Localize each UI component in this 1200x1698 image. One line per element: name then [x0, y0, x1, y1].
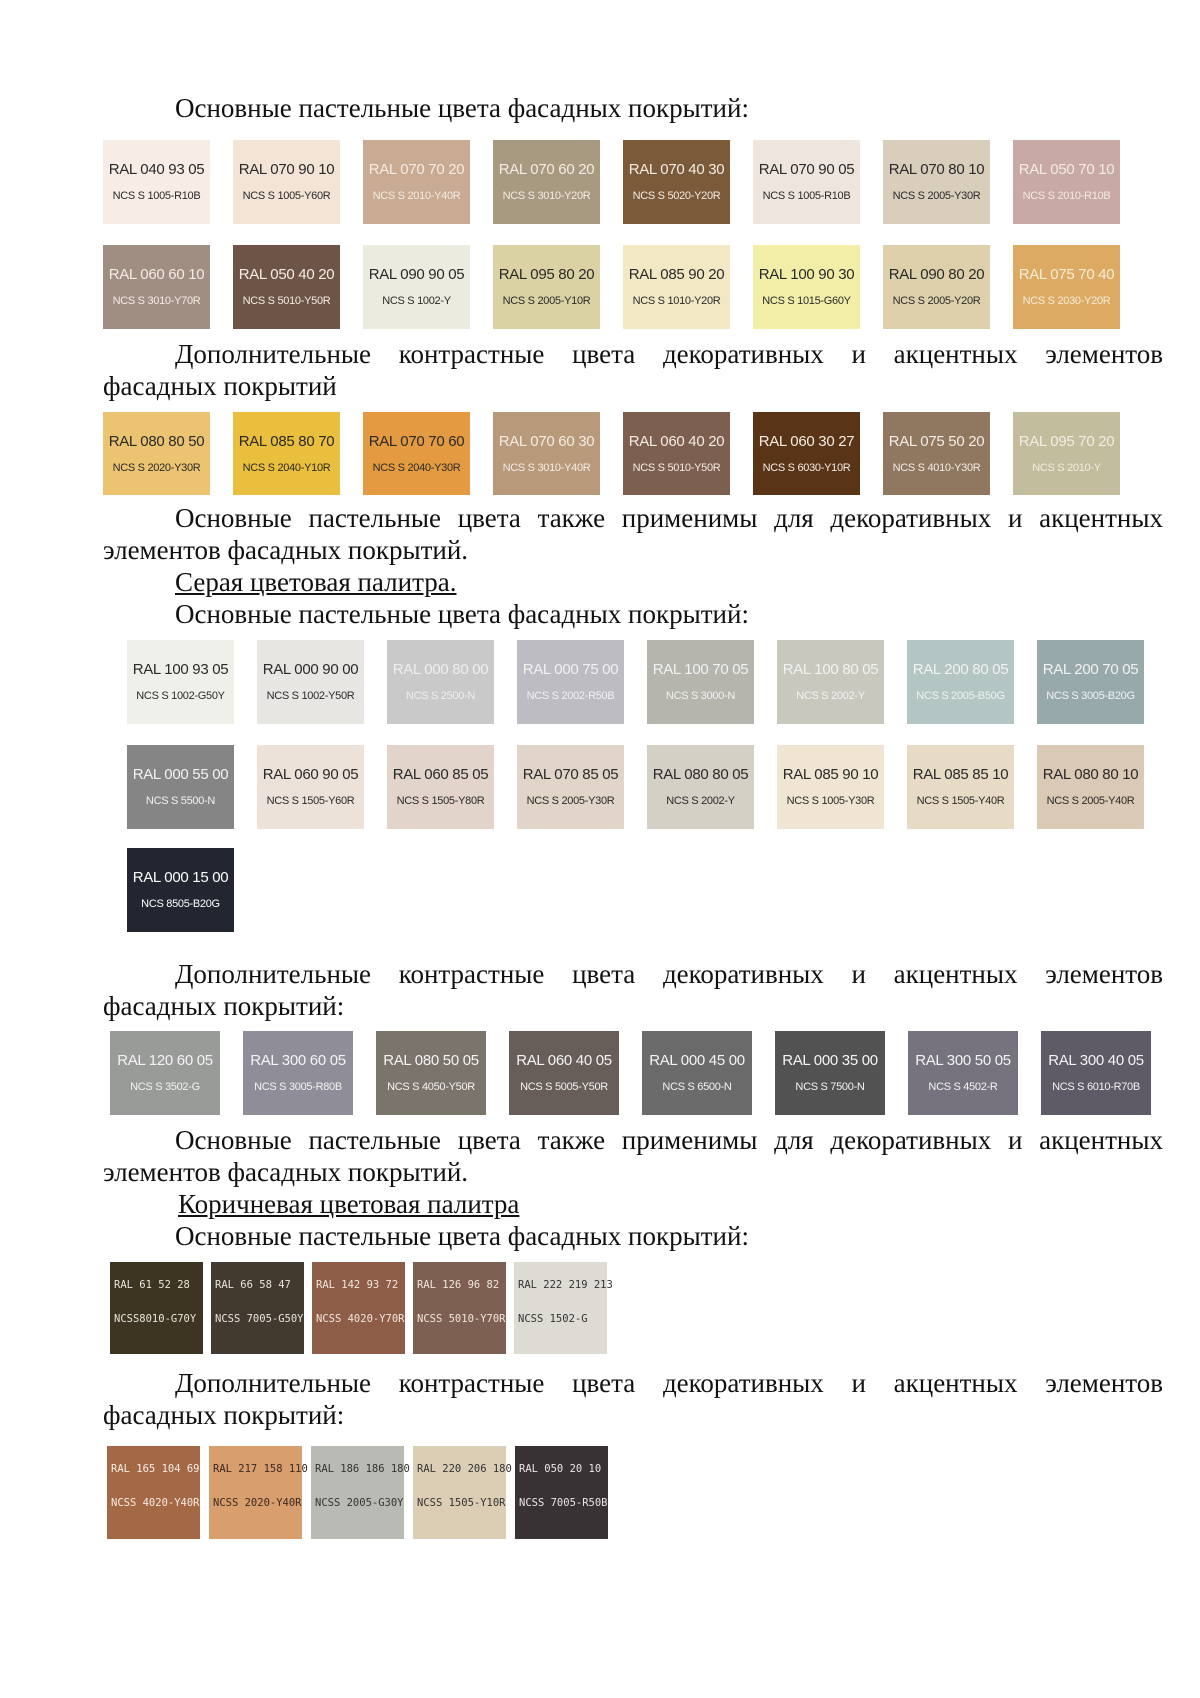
color-swatch — [363, 140, 470, 224]
swatch-ral-code: RAL 070 85 05 — [522, 766, 619, 783]
color-swatch — [642, 1031, 752, 1115]
swatch-ncs-code: NCS S 1002-Y — [382, 295, 451, 307]
swatch-ncs-code: NCSS 5010-Y70R — [417, 1313, 506, 1325]
swatch-ral-code: RAL 080 80 50 — [108, 432, 205, 450]
color-swatch — [515, 1446, 608, 1539]
swatch-ral-code: RAL 050 70 10 — [1018, 161, 1115, 178]
swatch-ral-code: RAL 085 80 70 — [238, 432, 335, 450]
color-swatch — [908, 1031, 1018, 1115]
swatch-ral-code: RAL 060 40 20 — [628, 432, 725, 450]
color-swatch — [1013, 140, 1120, 224]
color-swatch — [493, 412, 600, 495]
swatch-ncs-code: NCS S 2005-Y40R — [1046, 795, 1135, 807]
color-swatch — [883, 245, 990, 329]
swatch-ral-code: RAL 300 50 05 — [915, 1052, 1011, 1069]
swatch-ral-code: RAL 060 30 27 — [758, 432, 855, 450]
color-swatch — [517, 640, 624, 724]
paragraph-gray-pastel: Основные пастельные цвета фасадных покрытий: — [175, 599, 749, 629]
color-swatch — [233, 245, 340, 329]
color-swatch — [103, 412, 210, 495]
swatch-ncs-code: NCS 8505-B20G — [141, 898, 220, 910]
swatch-ral-code: RAL 080 80 10 — [1042, 766, 1139, 783]
paragraph-gray-contrast-line1: Дополнительные контрастные цвета декоративных и акцентных элементов — [175, 959, 1163, 989]
color-swatch — [363, 245, 470, 329]
swatch-ncs-code: NCS S 6010-R70B — [1052, 1081, 1140, 1093]
paragraph-also-line2: элементов фасадных покрытий. — [103, 535, 469, 565]
swatch-ncs-code: NCS S 1002-Y50R — [266, 690, 355, 702]
swatch-ral-code: RAL 000 55 00 — [132, 766, 229, 783]
swatch-ncs-code: NCS S 1505-Y60R — [266, 795, 355, 807]
swatch-ral-code: RAL 300 40 05 — [1048, 1052, 1144, 1069]
swatch-ral-code: RAL 050 40 20 — [238, 266, 335, 283]
swatch-ral-code: RAL 095 70 20 — [1018, 432, 1115, 450]
swatch-row-3 — [103, 412, 1120, 495]
color-swatch — [514, 1262, 613, 1354]
swatch-ral-code: RAL 090 80 20 — [888, 266, 985, 283]
swatch-ncs-code: NCS S 2020-Y30R — [112, 461, 201, 474]
swatch-ncs-code: NCS S 1005-Y60R — [242, 190, 331, 202]
swatch-ral-code: RAL 100 90 30 — [758, 266, 855, 283]
color-swatch — [127, 640, 234, 724]
color-swatch — [110, 1031, 220, 1115]
color-swatch — [883, 140, 990, 224]
swatch-ncs-code: NCS S 1005-Y30R — [786, 795, 875, 807]
swatch-ncs-code: NCSS 4020-Y40R — [111, 1497, 200, 1509]
swatch-ral-code: RAL 060 85 05 — [392, 766, 489, 783]
swatch-ral-code: RAL 070 90 10 — [238, 161, 335, 178]
swatch-ncs-code: NCS S 2030-Y20R — [1022, 295, 1111, 307]
color-swatch — [209, 1446, 308, 1539]
swatch-ral-code: RAL 100 93 05 — [132, 661, 229, 678]
swatch-ncs-code: NCS S 5020-Y20R — [632, 190, 721, 202]
color-swatch — [387, 640, 494, 724]
color-swatch — [233, 412, 340, 495]
swatch-ncs-code: NCS S 2002-Y — [666, 795, 735, 807]
swatch-ral-code: RAL 300 60 05 — [250, 1052, 346, 1069]
swatch-ncs-code: NCSS8010-G70Y — [114, 1313, 197, 1325]
swatch-ral-code: RAL 000 35 00 — [782, 1052, 878, 1069]
swatch-ral-code: RAL 186 186 180 — [315, 1463, 410, 1475]
swatch-ral-code: RAL 060 60 10 — [108, 266, 205, 283]
swatch-ncs-code: NCS S 6500-N — [662, 1081, 732, 1093]
swatch-ral-code: RAL 100 70 05 — [652, 661, 749, 678]
color-swatch — [509, 1031, 619, 1115]
swatch-ncs-code: NCS S 3005-R80B — [254, 1081, 342, 1093]
swatch-ral-code: RAL 060 40 05 — [516, 1052, 612, 1069]
swatch-ncs-code: NCS S 3000-N — [665, 690, 736, 702]
swatch-ncs-code: NCS S 5500-N — [145, 795, 216, 807]
paragraph-gray-also-line1: Основные пастельные цвета также применимы для декоративных и акцентных — [175, 1125, 1163, 1155]
paragraph-contrast-line2: фасадных покрытий — [103, 371, 337, 401]
swatch-ncs-code: NCSS 4020-Y70R — [316, 1313, 405, 1325]
color-swatch — [257, 640, 364, 724]
swatch-ncs-code: NCS S 2010-Y — [1032, 461, 1101, 474]
color-swatch — [127, 745, 234, 829]
swatch-row-4 — [127, 640, 1144, 724]
swatch-ncs-code: NCS S 5010-Y50R — [242, 295, 331, 307]
color-swatch — [376, 1031, 486, 1115]
swatch-ncs-code: NCS S 3010-Y70R — [112, 295, 201, 307]
paragraph-gray-also-line2: элементов фасадных покрытий. — [103, 1157, 469, 1187]
color-swatch — [623, 412, 730, 495]
swatch-ncs-code: NCS S 1005-R10B — [112, 190, 201, 202]
swatch-ncs-code: NCS S 2005-Y20R — [892, 295, 981, 307]
swatch-ral-code: RAL 217 158 110 — [213, 1463, 308, 1475]
color-swatch — [413, 1262, 506, 1354]
paragraph-brown-contrast-line1: Дополнительные контрастные цвета декоративных и акцентных элементов — [175, 1368, 1163, 1398]
swatch-ncs-code: NCS S 4502-R — [928, 1081, 998, 1093]
swatch-ral-code: RAL 165 104 69 — [111, 1463, 200, 1475]
swatch-ncs-code: NCS S 3005-B20G — [1046, 690, 1135, 702]
swatch-ral-code: RAL 61 52 28 — [114, 1279, 190, 1291]
color-swatch — [127, 848, 234, 932]
color-swatch — [1013, 412, 1120, 495]
paragraph-brown-contrast-line2: фасадных покрытий: — [103, 1400, 345, 1430]
color-swatch — [753, 140, 860, 224]
color-swatch — [103, 140, 210, 224]
swatch-ral-code: RAL 220 206 180 — [417, 1463, 512, 1475]
swatch-ral-code: RAL 095 80 20 — [498, 266, 595, 283]
swatch-ncs-code: NCSS 1505-Y10R — [417, 1497, 506, 1509]
swatch-ral-code: RAL 075 70 40 — [1018, 266, 1115, 283]
swatch-ral-code: RAL 000 90 00 — [262, 661, 359, 678]
swatch-ral-code: RAL 100 80 05 — [782, 661, 879, 678]
swatch-ncs-code: NCS S 1005-R10B — [762, 190, 851, 202]
swatch-ral-code: RAL 085 90 20 — [628, 266, 725, 283]
color-swatch — [493, 245, 600, 329]
color-swatch — [110, 1262, 203, 1354]
color-swatch — [777, 640, 884, 724]
paragraph-contrast-line1: Дополнительные контрастные цвета декоративных и акцентных элементов — [175, 339, 1163, 369]
color-swatch — [311, 1446, 410, 1539]
color-swatch — [517, 745, 624, 829]
swatch-ncs-code: NCS S 2040-Y10R — [242, 461, 331, 474]
swatch-row-2 — [103, 245, 1120, 329]
color-swatch — [775, 1031, 885, 1115]
swatch-ral-code: RAL 050 20 10 — [519, 1463, 602, 1475]
color-swatch — [647, 640, 754, 724]
swatch-ncs-code: NCS S 3010-Y20R — [502, 190, 591, 202]
color-swatch — [103, 245, 210, 329]
color-swatch — [107, 1446, 200, 1539]
swatch-ral-code: RAL 000 15 00 — [132, 869, 229, 886]
color-swatch — [387, 745, 494, 829]
swatch-ral-code: RAL 085 90 10 — [782, 766, 879, 783]
color-swatch — [777, 745, 884, 829]
swatch-ncs-code: NCS S 2010-R10B — [1022, 190, 1111, 202]
swatch-ral-code: RAL 070 80 10 — [888, 161, 985, 178]
color-swatch — [1037, 640, 1144, 724]
swatch-ncs-code: NCS S 3502-G — [130, 1081, 200, 1093]
heading-gray-palette: Серая цветовая палитра. — [175, 567, 457, 597]
swatch-ral-code: RAL 070 60 30 — [498, 432, 595, 450]
color-swatch — [647, 745, 754, 829]
swatch-ral-code: RAL 142 93 72 — [316, 1279, 399, 1291]
swatch-ncs-code: NCS S 2005-Y30R — [892, 190, 981, 202]
swatch-ncs-code: NCSS 7005-R50B — [519, 1497, 608, 1509]
swatch-ncs-code: NCSS 7005-G50Y — [215, 1313, 304, 1325]
swatch-ncs-code: NCS S 2005-Y30R — [526, 795, 615, 807]
swatch-ncs-code: NCSS 1502-G — [518, 1313, 588, 1325]
paragraph-gray-contrast-line2: фасадных покрытий: — [103, 991, 345, 1021]
swatch-row-6 — [127, 848, 234, 932]
swatch-ral-code: RAL 060 90 05 — [262, 766, 359, 783]
swatch-ral-code: RAL 66 58 47 — [215, 1279, 291, 1291]
swatch-row-7 — [110, 1031, 1151, 1115]
swatch-ncs-code: NCSS 2005-G30Y — [315, 1497, 404, 1509]
color-swatch — [907, 640, 1014, 724]
color-swatch — [753, 412, 860, 495]
swatch-ncs-code: NCS S 5005-Y50R — [520, 1081, 608, 1093]
swatch-row-5 — [127, 745, 1144, 829]
swatch-ncs-code: NCSS 2020-Y40R — [213, 1497, 302, 1509]
swatch-ncs-code: NCS S 2002-Y — [796, 690, 865, 702]
heading-brown-palette: Коричневая цветовая палитра — [178, 1189, 520, 1219]
color-swatch — [1037, 745, 1144, 829]
swatch-ncs-code: NCS S 2005-Y10R — [502, 295, 591, 307]
swatch-ncs-code: NCS S 1505-Y80R — [396, 795, 485, 807]
color-swatch — [883, 412, 990, 495]
swatch-ral-code: RAL 070 70 20 — [368, 161, 465, 178]
swatch-row-8 — [110, 1262, 613, 1354]
swatch-ral-code: RAL 000 75 00 — [522, 661, 619, 678]
swatch-ral-code: RAL 120 60 05 — [117, 1052, 213, 1069]
color-swatch — [413, 1446, 512, 1539]
swatch-ral-code: RAL 000 80 00 — [392, 661, 489, 678]
color-swatch — [623, 140, 730, 224]
paragraph-brown-pastel: Основные пастельные цвета фасадных покрытий: — [175, 1221, 749, 1251]
swatch-ral-code: RAL 000 45 00 — [649, 1052, 745, 1069]
swatch-ral-code: RAL 040 93 05 — [108, 161, 205, 178]
color-swatch — [623, 245, 730, 329]
color-swatch — [363, 412, 470, 495]
color-swatch — [1041, 1031, 1151, 1115]
swatch-ncs-code: NCS S 5010-Y50R — [632, 461, 721, 474]
swatch-ncs-code: NCS S 2005-B50G — [916, 690, 1005, 702]
color-swatch — [257, 745, 364, 829]
color-swatch — [753, 245, 860, 329]
paragraph-main-pastel: Основные пастельные цвета фасадных покрытий: — [175, 93, 749, 123]
color-swatch — [312, 1262, 405, 1354]
color-swatch — [907, 745, 1014, 829]
swatch-ncs-code: NCS S 7500-N — [795, 1081, 865, 1093]
swatch-ncs-code: NCS S 1505-Y40R — [916, 795, 1005, 807]
swatch-ral-code: RAL 090 90 05 — [368, 266, 465, 283]
swatch-ncs-code: NCS S 2500-N — [405, 690, 476, 702]
swatch-ral-code: RAL 070 70 60 — [368, 432, 465, 450]
swatch-ncs-code: NCS S 1015-G60Y — [762, 295, 851, 307]
swatch-ral-code: RAL 080 50 05 — [383, 1052, 479, 1069]
swatch-ral-code: RAL 126 96 82 — [417, 1279, 500, 1291]
swatch-ral-code: RAL 080 80 05 — [652, 766, 749, 783]
swatch-ncs-code: NCS S 3010-Y40R — [502, 461, 591, 474]
color-swatch — [211, 1262, 304, 1354]
paragraph-also-line1: Основные пастельные цвета также применимы для декоративных и акцентных — [175, 503, 1163, 533]
color-swatch — [1013, 245, 1120, 329]
swatch-ncs-code: NCS S 2040-Y30R — [372, 461, 461, 474]
swatch-ncs-code: NCS S 6030-Y10R — [762, 461, 851, 474]
swatch-ral-code: RAL 070 60 20 — [498, 161, 595, 178]
swatch-ral-code: RAL 070 40 30 — [628, 161, 725, 178]
swatch-row-1 — [103, 140, 1120, 224]
color-swatch — [493, 140, 600, 224]
swatch-ncs-code: NCS S 4050-Y50R — [387, 1081, 475, 1093]
swatch-ncs-code: NCS S 4010-Y30R — [892, 461, 981, 474]
swatch-ncs-code: NCS S 1002-G50Y — [136, 690, 225, 702]
swatch-ncs-code: NCS S 1010-Y20R — [632, 295, 721, 307]
color-swatch — [233, 140, 340, 224]
swatch-ral-code: RAL 200 80 05 — [912, 661, 1009, 678]
color-swatch — [243, 1031, 353, 1115]
swatch-ncs-code: NCS S 2002-R50B — [526, 690, 615, 702]
swatch-ral-code: RAL 070 90 05 — [758, 161, 855, 178]
swatch-row-9 — [107, 1446, 608, 1539]
swatch-ral-code: RAL 085 85 10 — [912, 766, 1009, 783]
swatch-ral-code: RAL 200 70 05 — [1042, 661, 1139, 678]
swatch-ral-code: RAL 222 219 213 — [518, 1279, 613, 1291]
swatch-ncs-code: NCS S 2010-Y40R — [372, 190, 461, 202]
swatch-ral-code: RAL 075 50 20 — [888, 432, 985, 450]
